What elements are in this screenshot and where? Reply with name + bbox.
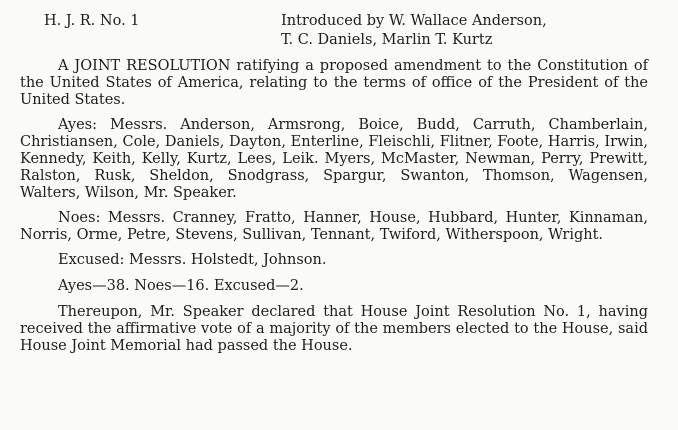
document-body [20,58,648,363]
noes-paragraph: Noes: Messrs. Cranney, Fratto, Hanner, House, Hubbard, Hunter, Kinnaman, Norris, Orme, Petre, Stevens, Sullivan, Tennant, Twiford, Witherspoon, Wright. [20,210,648,243]
bill-number: H. J. R. No. 1 [44,13,140,29]
sponsors-line-1: Introduced by W. Wallace Anderson, [281,13,547,29]
vote-tally: Ayes—38. Noes—16. Excused—2. [58,278,304,294]
excused-paragraph: Excused: Messrs. Holstedt, Johnson. [58,252,327,268]
resolution-title: A JOINT RESOLUTION ratifying a proposed amendment to the Constitution of the United States of America, relating to the terms of office of the President of the United States. [20,58,648,108]
sponsors-line-2: T. C. Daniels, Marlin T. Kurtz [281,32,493,48]
ayes-paragraph: Ayes: Messrs. Anderson, Armsrong, Boice, Budd, Carruth, Chamberlain, Christiansen, Cole, Daniels, Dayton, Enterline, Fleischli, Flitner, Foote, Harris, Irwin, Kennedy, Keith, Kelly, Kurtz, Lees, Leik. Myers, McMaster, Newman, Perry, Prewitt, Ralston, Rusk, Sheldon, Snodgrass, Spargur, Swanton, Thomson, Wagensen, Walters, Wilson, Mr. Speaker. [20,117,648,201]
declaration-paragraph: Thereupon, Mr. Speaker declared that House Joint Resolution No. 1, having received the affirmative vote of a majority of the members elected to the House, said House Joint Memorial had passed the House. [20,304,648,354]
sponsors [281,12,547,50]
